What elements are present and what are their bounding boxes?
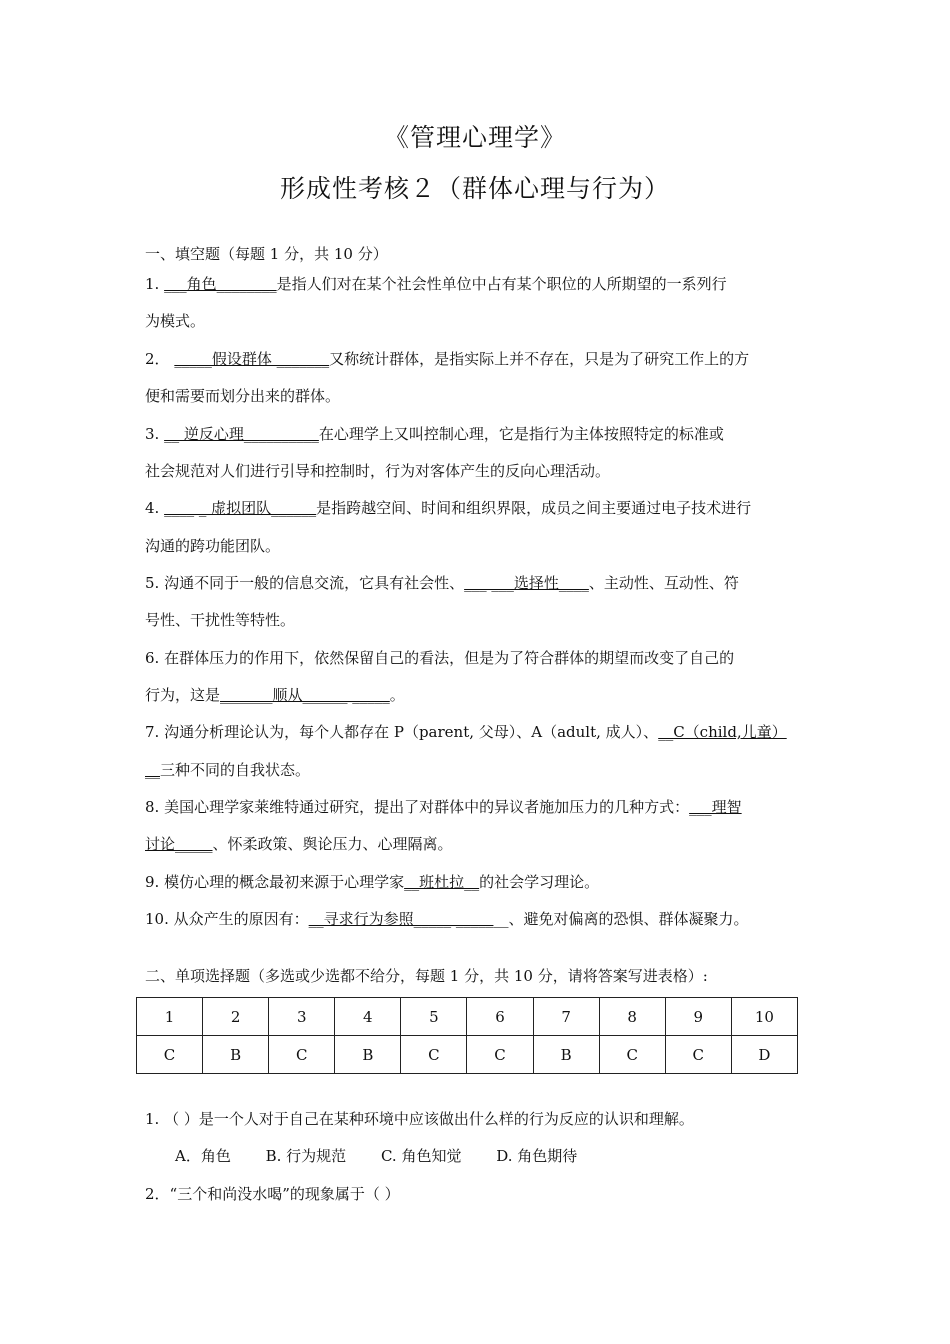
item-text: 、怀柔政策、舆论压力、心理隔离。 xyxy=(212,835,453,853)
item-answer: __C（child,儿童） xyxy=(658,723,787,741)
choice-question-1: 1. （ ）是一个人对于自己在某种环境中应该做出什么样的行为反应的认识和理解。 xyxy=(145,1110,694,1128)
fill-item-7-cont xyxy=(145,759,807,781)
table-cell: 8 xyxy=(599,998,665,1036)
table-cell: 2 xyxy=(203,998,269,1036)
answer-table xyxy=(136,997,798,1074)
item-text: 美国心理学家莱维特通过研究，提出了对群体中的异议者施加压力的几种方式： xyxy=(164,798,690,816)
fill-item-1 xyxy=(145,273,807,295)
fill-item-7 xyxy=(145,721,807,743)
item-number: 10. xyxy=(145,910,169,928)
table-cell: 9 xyxy=(665,998,731,1036)
item-text: 又称统计群体，是指实际上并不存在，只是为了研究工作上的方 xyxy=(329,350,750,368)
option-c: C. 角色知觉 xyxy=(380,1147,462,1165)
item-answer: _______顺从______ _____ xyxy=(220,686,390,704)
table-cell: 10 xyxy=(731,998,797,1036)
item-number: 9. xyxy=(145,873,160,891)
item-text: 沟通分析理论认为，每个人都存在 P（parent, 父母）、A（adult, 成人）、 xyxy=(164,723,659,741)
fill-item-6 xyxy=(145,647,807,669)
item-text: __、避免对偏离的恐惧、群体凝聚力。 xyxy=(493,910,749,928)
document-title: 《管理心理学》 xyxy=(383,123,566,152)
item-text: 模仿心理的概念最初来源于心理学家 xyxy=(164,873,405,891)
item-answer: __寻求行为参照_____ _____ xyxy=(308,910,494,928)
section1-heading: 一、填空题（每题 1 分，共 10 分） xyxy=(145,245,388,263)
table-cell: D xyxy=(731,1036,797,1074)
fill-item-6-cont xyxy=(145,684,807,706)
table-cell: B xyxy=(203,1036,269,1074)
option-a: A．角色 xyxy=(175,1147,231,1165)
table-cell: B xyxy=(533,1036,599,1074)
table-row-answers xyxy=(137,1036,798,1074)
item-text: 在心理学上又叫控制心理，它是指行为主体按照特定的标准或 xyxy=(318,425,724,443)
item-number: 3. xyxy=(145,425,160,443)
item-text: 的社会学习理论。 xyxy=(479,873,600,891)
fill-item-2-cont: 便和需要而划分出来的群体。 xyxy=(145,387,341,405)
item-number: 5. xyxy=(145,574,160,592)
table-cell: 7 xyxy=(533,998,599,1036)
table-row-numbers xyxy=(137,998,798,1036)
fill-item-3 xyxy=(145,423,807,445)
item-text: 是指人们对在某个社会性单位中占有某个职位的人所期望的一系列行 xyxy=(276,275,727,293)
option-d: D. 角色期待 xyxy=(496,1147,578,1165)
item-number: 1. xyxy=(145,275,160,293)
item-text: 行为，这是 xyxy=(145,686,221,704)
item-number: 7. xyxy=(145,723,160,741)
item-text: 三种不同的自我状态。 xyxy=(160,761,311,779)
fill-item-2 xyxy=(145,348,807,370)
item-number: 6. xyxy=(145,649,160,667)
item-number: 4. xyxy=(145,499,160,517)
fill-item-10 xyxy=(145,908,807,930)
item-answer: ____ _ 虚拟团队______ xyxy=(164,499,317,517)
item-answer: __ 逆反心理__________ xyxy=(164,425,319,443)
table-cell: C xyxy=(599,1036,665,1074)
fill-item-3-cont: 社会规范对人们进行引导和控制时，行为对客体产生的反向心理活动。 xyxy=(145,462,611,480)
fill-item-8-cont xyxy=(145,833,807,855)
item-text: 在群体压力的作用下，依然保留自己的看法，但是为了符合群体的期望而改变了自己的 xyxy=(164,649,735,667)
table-cell: 1 xyxy=(137,998,203,1036)
item-answer: ___ ___选择性____ xyxy=(464,574,589,592)
choice-question-2: 2．“三个和尚没水喝”的现象属于（ ） xyxy=(145,1185,400,1203)
section2-heading: 二、单项选择题（多选或少选都不给分，每题 1 分，共 10 分，请将答案写进表格）: xyxy=(145,967,708,985)
table-cell: C xyxy=(665,1036,731,1074)
fill-item-8 xyxy=(145,796,807,818)
item-answer: ___理智 xyxy=(689,798,742,816)
table-cell: C xyxy=(467,1036,533,1074)
choice-options-1 xyxy=(175,1145,837,1167)
fill-item-4-cont: 沟通的跨功能团队。 xyxy=(145,537,281,555)
table-cell: 6 xyxy=(467,998,533,1036)
item-answer: __ xyxy=(145,761,160,779)
table-cell: C xyxy=(137,1036,203,1074)
item-answer: __班杜拉__ xyxy=(404,873,480,891)
item-number: 2． xyxy=(145,350,170,368)
fill-item-1-cont: 为模式。 xyxy=(145,312,206,330)
option-b: B. 行为规范 xyxy=(265,1147,347,1165)
table-cell: C xyxy=(269,1036,335,1074)
document-subtitle: 形成性考核２（群体心理与行为） xyxy=(279,174,670,203)
fill-item-9 xyxy=(145,871,807,893)
item-text: 、主动性、互动性、符 xyxy=(588,574,739,592)
item-text: 是指跨越空间、时间和组织界限，成员之间主要通过电子技术进行 xyxy=(316,499,752,517)
table-cell: 5 xyxy=(401,998,467,1036)
fill-item-5-cont: 号性、干扰性等特性。 xyxy=(145,611,296,629)
item-number: 8. xyxy=(145,798,160,816)
fill-item-5 xyxy=(145,572,807,594)
item-answer: ___角色________ xyxy=(164,275,277,293)
table-cell: B xyxy=(335,1036,401,1074)
item-answer: 讨论_____ xyxy=(145,835,213,853)
item-text: 。 xyxy=(389,686,405,704)
item-answer: _____假设群体 _______ xyxy=(174,350,330,368)
fill-item-4 xyxy=(145,497,807,519)
table-cell: 4 xyxy=(335,998,401,1036)
item-text: 沟通不同于一般的信息交流，它具有社会性、 xyxy=(164,574,465,592)
item-text: 从众产生的原因有： xyxy=(173,910,309,928)
table-cell: C xyxy=(401,1036,467,1074)
table-cell: 3 xyxy=(269,998,335,1036)
